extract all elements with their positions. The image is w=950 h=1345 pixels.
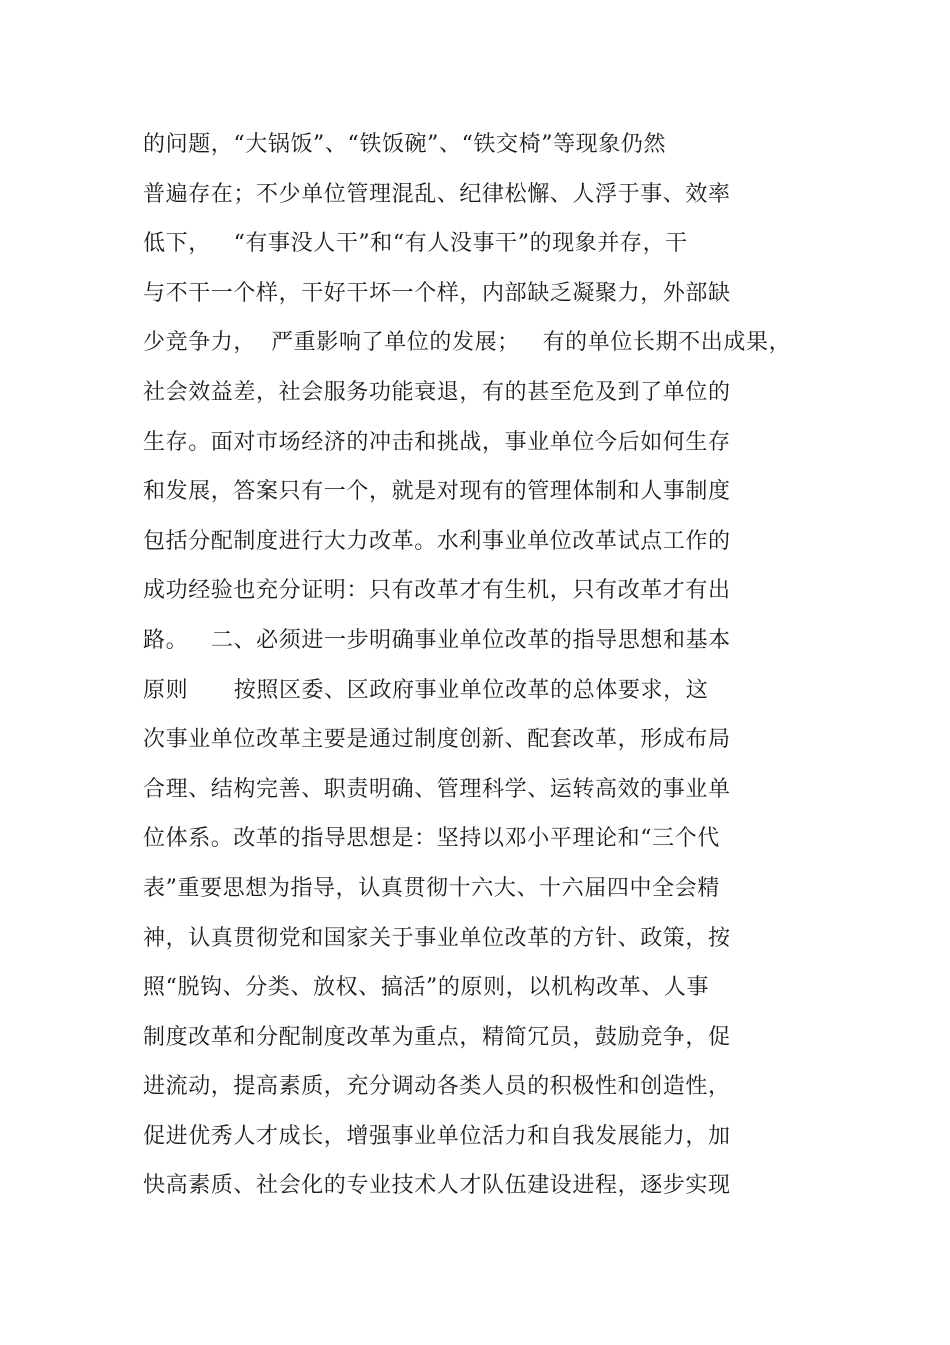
text-line: 照“脱钩、分类、放权、搞活”的原则，以机构改革、人事	[143, 975, 710, 1001]
text-line: 少竞争力， 严重影响了单位的发展； 有的单位长期不出成果，	[143, 330, 792, 356]
text-line: 低下， “有事没人干”和“有人没事干”的现象并存，干	[143, 231, 688, 257]
text-line: 路。 二、必须进一步明确事业单位改革的指导思想和基本	[143, 627, 731, 653]
text-line: 与不干一个样，干好干坏一个样，内部缺乏凝聚力，外部缺	[143, 280, 731, 306]
text-line: 促进优秀人才成长，增强事业单位活力和自我发展能力，加	[143, 1123, 731, 1149]
text-line: 快高素质、社会化的专业技术人才队伍建设进程，逐步实现	[143, 1173, 731, 1199]
text-line: 和发展，答案只有一个，就是对现有的管理体制和人事制度	[143, 479, 731, 505]
text-line: 位体系。改革的指导思想是：坚持以邓小平理论和“三个代	[143, 826, 720, 852]
text-line: 神，认真贯彻党和国家关于事业单位改革的方针、政策，按	[143, 925, 731, 951]
text-line: 社会效益差，社会服务功能衰退，有的甚至危及到了单位的	[143, 379, 731, 405]
text-line: 生存。面对市场经济的冲击和挑战，事业单位今后如何生存	[143, 429, 731, 455]
text-line: 原则 按照区委、区政府事业单位改革的总体要求，这	[143, 677, 709, 703]
text-line: 进流动，提高素质，充分调动各类人员的积极性和创造性，	[143, 1074, 731, 1100]
text-line: 普遍存在；不少单位管理混乱、纪律松懈、人浮于事、效率	[143, 181, 731, 207]
text-line: 表”重要思想为指导，认真贯彻十六大、十六届四中全会精	[143, 875, 720, 901]
text-line: 的问题，“大锅饭”、“铁饭碗”、“铁交椅”等现象仍然	[143, 132, 667, 157]
body-text	[143, 120, 823, 1211]
text-line: 次事业单位改革主要是通过制度创新、配套改革，形成布局	[143, 727, 731, 753]
text-line: 合理、结构完善、职责明确、管理科学、运转高效的事业单	[143, 776, 731, 802]
text-line: 制度改革和分配制度改革为重点，精简冗员，鼓励竞争，促	[143, 1024, 731, 1050]
text-line: 包括分配制度进行大力改革。水利事业单位改革试点工作的	[143, 528, 731, 554]
text-line: 成功经验也充分证明：只有改革才有生机，只有改革才有出	[143, 578, 731, 604]
